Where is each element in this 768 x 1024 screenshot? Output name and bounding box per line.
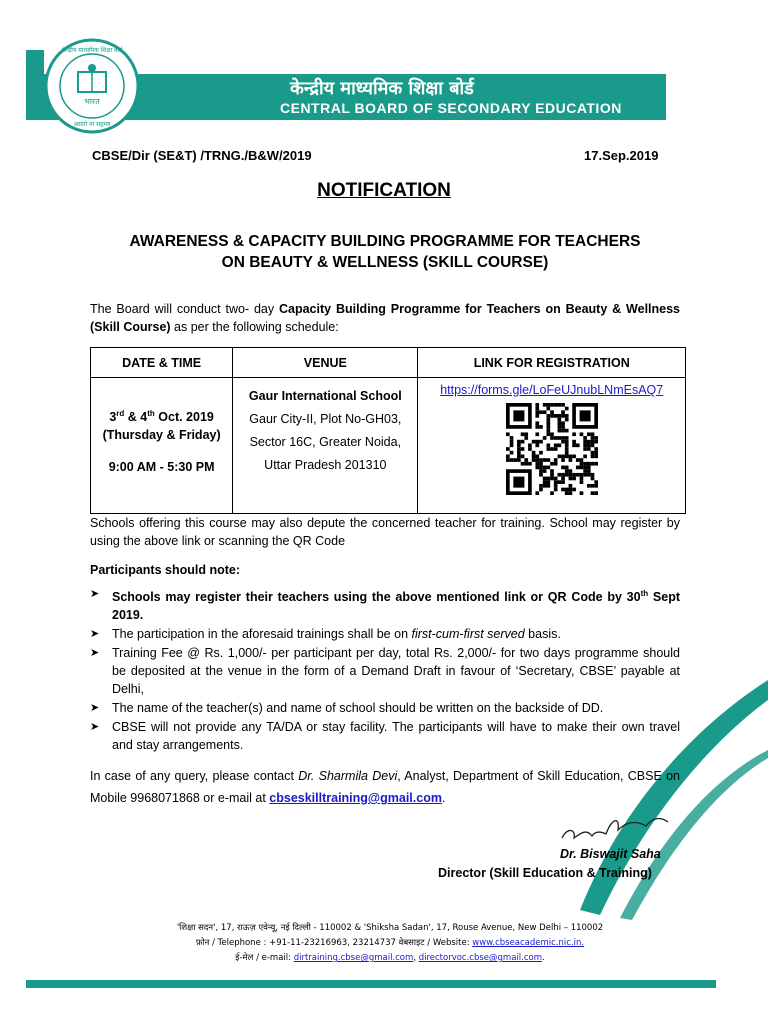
footer-email-label: ई-मेल / e-mail: <box>235 953 294 963</box>
venue-cell <box>233 378 418 514</box>
header-link: LINK FOR REGISTRATION <box>418 348 686 378</box>
footer-website-link[interactable]: www.cbseacademic.nic.in. <box>472 938 585 948</box>
footer-email-end: . <box>542 953 545 963</box>
contact-text-end: . <box>441 791 446 805</box>
note-2-italic: first-cum-first served <box>411 627 525 642</box>
registration-link[interactable]: https://forms.gle/LoFeUJnubLNmEsAQ7 <box>440 383 664 397</box>
signature-scribble-icon <box>556 808 676 848</box>
signatory-title: Director (Skill Education & Training) <box>438 866 652 880</box>
note-2-text: The participation in the aforesaid trainings shall be on <box>112 627 412 642</box>
notes-list <box>90 585 680 755</box>
arrow-bullet-icon: ➤ <box>90 588 100 600</box>
note-3-text: Training Fee @ Rs. 1,000/- per participant per day, total Rs. 2,000/- for two days programme should be deposited at the venue in the form of a Demand Draft in favour of ‘Secretary, CBSE’ payable at Delhi, <box>112 646 680 697</box>
date-time-cell <box>91 378 233 514</box>
footer-phone: फ़ोन / Telephone : +91-11-23216963, 23214737 वेबसाइट / Website: <box>195 938 473 948</box>
contact-text-mid: , Analyst, Department of Skill Education, CBSE on Mobile 9968071868 or e-mail at <box>90 769 680 805</box>
contact-paragraph <box>90 765 680 809</box>
date-end: Oct. 2019 <box>154 410 214 425</box>
note-1-end: Sept 2019. <box>112 590 680 623</box>
venue-line-3: Uttar Pradesh 201310 <box>264 458 387 472</box>
note-2-end: basis. <box>524 627 561 642</box>
arrow-bullet-icon: ➤ <box>90 721 100 734</box>
footer-bar <box>26 980 716 988</box>
footer-address: 'शिक्षा सदन', 17, राऊज़ एवेन्यू, नई दिल्ली - 110002 & 'Shiksha Sadan', 17, Rouse Avenue, New Delhi – 110002 <box>176 923 604 933</box>
footer-email-link-1[interactable]: dirtraining.cbse@gmail.com <box>293 953 414 963</box>
heading-line-2: ON BEAUTY & WELLNESS (SKILL COURSE) <box>221 254 549 271</box>
programme-heading <box>60 231 710 273</box>
footer-contact <box>80 937 700 948</box>
emblem-mid-text: भारत <box>84 97 100 106</box>
venue-line-2: Sector 16C, Greater Noida, <box>249 435 402 449</box>
event-days: (Thursday & Friday) <box>102 428 221 443</box>
date-sup2: th <box>147 409 155 418</box>
notification-title: NOTIFICATION <box>317 180 451 201</box>
hindi-title: केन्द्रीय माध्यमिक शिक्षा बोर्ड <box>290 78 474 99</box>
intro-text: The Board will conduct two- day <box>90 302 279 316</box>
venue-name: Gaur International School <box>248 389 402 403</box>
note-4-text: The name of the teacher(s) and name of school should be written on the backside of DD. <box>112 701 604 716</box>
contact-email-link[interactable]: cbseskilltraining@gmail.com <box>269 791 442 805</box>
arrow-bullet-icon: ➤ <box>90 647 100 660</box>
list-item <box>90 644 680 698</box>
arrow-bullet-icon: ➤ <box>90 702 100 715</box>
english-title: CENTRAL BOARD OF SECONDARY EDUCATION <box>280 100 622 116</box>
list-item <box>90 585 680 624</box>
header-venue: VENUE <box>233 348 418 378</box>
footer-email-sep: , <box>413 953 419 963</box>
footer-email <box>80 952 700 963</box>
note-5-text: CBSE will not provide any TA/DA or stay facility. The participants will have to make their own travel and stay arrangements. <box>112 720 680 753</box>
qr-code[interactable] <box>506 403 598 495</box>
header-date-time: DATE & TIME <box>91 348 233 378</box>
reference-number: CBSE/Dir (SE&T) /TRNG./B&W/2019 <box>92 148 312 163</box>
intro-text-end: as per the following schedule: <box>170 320 339 334</box>
arrow-bullet-icon: ➤ <box>90 628 100 641</box>
emblem-top-text: केन्द्रीय माध्यमिक शिक्षा बोर्ड <box>61 47 123 54</box>
list-item <box>90 718 680 754</box>
intro-bold-text: Capacity Building Programme for Teachers on Beauty & Wellness (Skill Course) <box>90 302 681 334</box>
cbse-emblem-icon <box>44 38 140 134</box>
date-mid: & 4 <box>124 410 148 425</box>
heading-line-1: AWARENESS & CAPACITY BUILDING PROGRAMME FOR TEACHERS <box>129 233 641 250</box>
registration-cell <box>418 378 686 514</box>
contact-name: Dr. Sharmila Devi <box>298 769 398 783</box>
notification-date: 17.Sep.2019 <box>584 148 659 163</box>
table-row <box>91 378 686 514</box>
date-day1: 3 <box>109 410 117 425</box>
list-item <box>90 699 680 717</box>
event-dates <box>92 405 231 426</box>
signatory-name: Dr. Biswajit Saha <box>560 847 661 861</box>
schedule-table <box>90 347 686 514</box>
table-header-row <box>91 348 686 378</box>
emblem-bottom-text: असतो मा सद्गमय <box>73 121 111 128</box>
notes-heading: Participants should note: <box>90 563 241 577</box>
note-1-text: Schools may register their teachers using the above mentioned link or QR Code by 30 <box>112 590 641 605</box>
intro-paragraph <box>90 300 680 336</box>
contact-text: In case of any query, please contact <box>90 769 299 783</box>
school-depute-paragraph: Schools offering this course may also depute the concerned teacher for training. School may register by using the above link or scanning the QR Code <box>90 516 680 548</box>
event-time: 9:00 AM - 5:30 PM <box>108 460 215 475</box>
date-sup1: rd <box>116 409 125 418</box>
venue-line-1: Gaur City-II, Plot No-GH03, <box>249 412 402 426</box>
footer-email-link-2[interactable]: directorvoc.cbse@gmail.com <box>418 953 542 963</box>
list-item <box>90 625 680 643</box>
note-1-sup: th <box>640 589 649 598</box>
